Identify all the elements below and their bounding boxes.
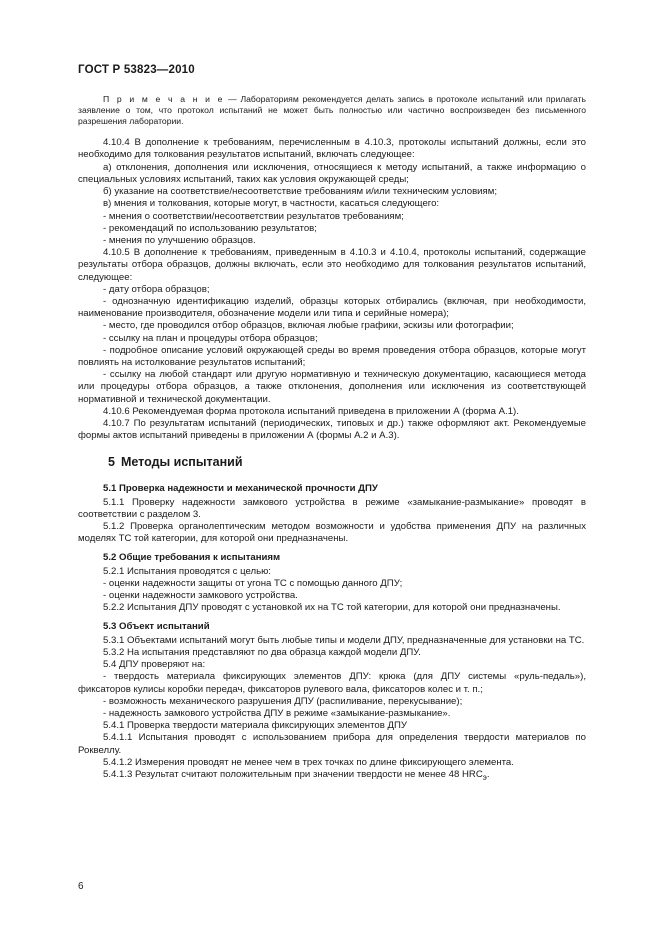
- dash-item: - дату отбора образцов;: [103, 283, 210, 295]
- section-title: Методы испытаний: [120, 455, 243, 470]
- paragraph-5-1-2: 5.1.2 Проверка органолептическим методом возможности и удобства применения ДПУ на различных моделях ТС той категории, для которой они предназначены.: [78, 521, 586, 545]
- subsection-5-1-heading: 5.1 Проверка надежности и механической прочности ДПУ: [103, 482, 378, 494]
- subsection-5-3-heading: 5.3 Объект испытаний: [103, 620, 210, 632]
- note-paragraph: [78, 94, 586, 127]
- hardness-end: .: [486, 769, 490, 781]
- list-item-a: а) отклонения, дополнения или исключения, относящиеся к методу испытаний, а также информацию о специальных условиях испытаний, таких как условия окружающей среды;: [78, 161, 586, 185]
- paragraph-4-10-7: 4.10.7 По результатам испытаний (периодических, типовых и др.) также оформляют акт. Рекомендуемые формы актов испытаний приведены в приложении А (формы А.2 и А.3).: [78, 417, 586, 442]
- dash-item: - твердость материала фиксирующих элементов ДПУ: крюка (для ДПУ системы «руль-педаль»), фиксаторов кулисы коробки передач, фиксаторов рулевого вала, фиксаторов колес и т. п.;: [78, 671, 586, 695]
- dash-item: - мнения по улучшению образцов.: [103, 234, 256, 246]
- section-5-heading: [108, 456, 586, 468]
- paragraph-5-2-1: 5.2.1 Испытания проводятся с целью:: [103, 565, 271, 577]
- dash-item: - надежность замкового устройства ДПУ в режиме «замыкание-размыкание».: [103, 708, 451, 720]
- paragraph-5-4-1-1: 5.4.1.1 Испытания проводят с использованием прибора для определения твердости материалов по Роквеллу.: [78, 732, 586, 756]
- paragraph-5-4: 5.4 ДПУ проверяют на:: [103, 659, 206, 671]
- page-body: [78, 94, 586, 784]
- dash-item: - рекомендаций по использованию результатов;: [103, 222, 317, 234]
- paragraph-5-2-2: 5.2.2 Испытания ДПУ проводят с установкой их на ТС той категории, для которой они предназначены.: [103, 602, 561, 614]
- paragraph-4-10-4: 4.10.4 В дополнение к требованиям, перечисленным в 4.10.3, протоколы испытаний должны, если это необходимо для толкования результатов испытаний, включать следующее:: [78, 137, 586, 161]
- subsection-5-2-heading: 5.2 Общие требования к испытаниям: [103, 551, 281, 563]
- page-number: 6: [78, 881, 84, 892]
- paragraph-5-3-2: 5.3.2 На испытания представляют по два образца каждой модели ДПУ.: [103, 647, 421, 658]
- paragraph-5-3-1: 5.3.1 Объектами испытаний могут быть любые типы и модели ДПУ, предназначенные для установки на ТС.: [103, 634, 585, 646]
- dash-item: - мнения о соответствии/несоответствии результатов требованиям;: [103, 210, 404, 222]
- hardness-text: 5.4.1.3 Результат считают положительным при значении твердости не менее 48 HRC: [103, 769, 483, 781]
- document-header: ГОСТ Р 53823—2010: [78, 64, 195, 76]
- paragraph-4-10-5: 4.10.5 В дополнение к требованиям, приведенным в 4.10.3 и 4.10.4, протоколы испытаний, содержащие результаты отбора образцов, должны включать, если это необходимо для толкования результатов испытаний, следующее:: [78, 247, 586, 283]
- paragraph-5-4-1-3: [78, 769, 586, 784]
- paragraph-5-4-1: 5.4.1 Проверка твердости материала фиксирующих элементов ДПУ: [103, 720, 407, 732]
- list-item-b: б) указание на соответствие/несоответствие требованиям и/или техническим условиям;: [103, 186, 497, 198]
- dash-item: - ссылку на любой стандарт или другую нормативную и техническую документацию, касающиеся метода или процедуры отбора образцов, а также отклонения, дополнения или исключения из соответствующей нормативной и технической документации.: [78, 369, 586, 405]
- section-number: 5: [108, 455, 115, 470]
- paragraph-5-4-1-2: 5.4.1.2 Измерения проводят не менее чем в трех точках по длине фиксирующего элемента.: [103, 756, 514, 768]
- note-label: П р и м е ч а н и е: [103, 94, 225, 104]
- paragraph-5-1-1: 5.1.1 Проверку надежности замкового устройства в режиме «замыкание-размыкание» проводят в соответствии с разделом 3.: [78, 496, 586, 520]
- dash-item: - возможность механического разрушения ДПУ (распиливание, перекусывание);: [103, 695, 463, 707]
- dash-item: - подробное описание условий окружающей среды во время проведения отбора образцов, которые могут повлиять на истолкование результатов испытаний;: [78, 344, 586, 368]
- dash-item: - однозначную идентификацию изделий, образцы которых отбирались (включая, при необходимости, наименование производителя, обозначение модели или типа и серийные номера);: [78, 295, 586, 320]
- dash-item: - ссылку на план и процедуры отбора образцов;: [103, 332, 318, 344]
- dash-item: - оценки надежности замкового устройства.: [103, 590, 298, 602]
- dash-item: - место, где проводился отбор образцов, включая любые графики, эскизы или фотографии;: [103, 320, 514, 332]
- hardness-subscript: э: [482, 772, 487, 782]
- dash-item: - оценки надежности защиты от угона ТС с помощью данного ДПУ;: [103, 577, 403, 589]
- list-item-v: в) мнения и толкования, которые могут, в частности, касаться следующего:: [103, 198, 440, 210]
- note-text: — Лабораториям рекомендуется делать запись в протоколе испытаний или прилагать заявление о том, что протокол испытаний не может быть полностью или частично воспроизведен без письменного разрешения лаборатории.: [78, 94, 586, 127]
- paragraph-4-10-6: 4.10.6 Рекомендуемая форма протокола испытаний приведена в приложении А (форма А.1).: [103, 405, 519, 417]
